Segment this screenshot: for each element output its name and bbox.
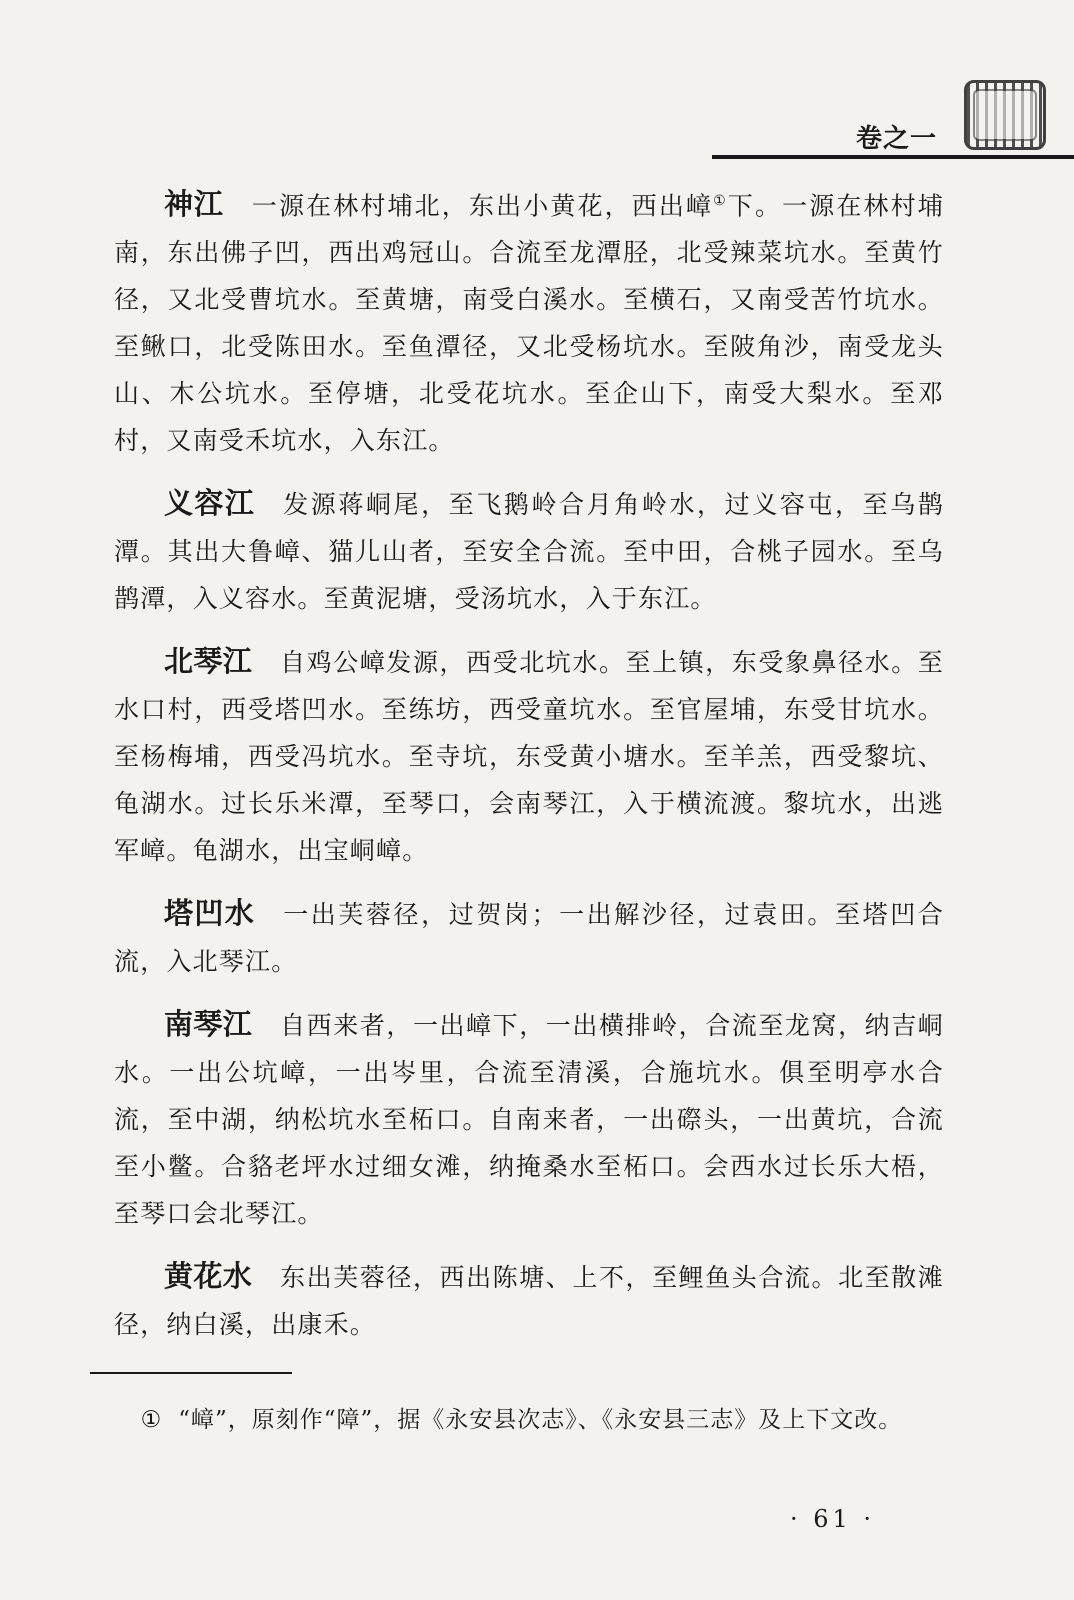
entry-yirongjiang [114, 480, 944, 622]
footnote-number: ① [140, 1407, 163, 1433]
entry-text: 东出芙蓉径，西出陈塘、上不，至鲤鱼头合流。北至散滩径，纳白溪，出康禾。 [114, 1263, 944, 1340]
chapter-label: 卷之一 [856, 124, 938, 154]
entry-term: 塔凹水 [164, 896, 256, 931]
main-text [114, 178, 944, 1364]
entry-shenjiang [114, 178, 944, 464]
entry-huanghuashui [114, 1253, 944, 1348]
entry-term: 北琴江 [164, 644, 253, 679]
page-number: · 61 · [790, 1505, 876, 1533]
footnote-rule [90, 1372, 292, 1374]
entry-beiqinjiang [114, 638, 944, 874]
entry-text: 发源蒋峒尾，至飞鹅岭合月角岭水，过义容屯，至乌鹊潭。其出大鲁嶂、猫儿山者，至安全合流。至中田，合桃子园水。至乌鹊潭，入义容水。至黄泥塘，受汤坑水，入于东江。 [114, 490, 944, 614]
entry-text: 下。一源在林村埔南，东出佛子凹，西出鸡冠山。合流至龙潭胫，北受辣菜坑水。至黄竹径，又北受曹坑水。至黄塘，南受白溪水。至横石，又南受苦竹坑水。至鳅口，北受陈田水。至鱼潭径，又北受杨坑水。至陂角沙，南受龙头山、木公坑水。至停塘，北受花坑水。至企山下，南受大梨水。至邓村，又南受禾坑水，入东江。 [114, 191, 944, 456]
entry-taaoshui [114, 890, 944, 985]
entry-text: 自鸡公嶂发源，西受北坑水。至上镇，东受象鼻径水。至水口村，西受塔凹水。至练坊，西受童坑水。至官屋埔，东受甘坑水。至杨梅埔，西受冯坑水。至寺坑，东受黄小塘水。至羊羔，西受黎坑、龟湖水。过长乐米潭，至琴口，会南琴江，入于横流渡。黎坑水，出逃军嶂。龟湖水，出宝峒嶂。 [114, 648, 944, 866]
seal-inner-frame [973, 89, 1037, 141]
footnote-text: “嶂”，原刻作“障”，据《永安县次志》、《永安县三志》及上下文改。 [178, 1407, 903, 1433]
entry-text-part: 一源在林村埔北，东出小黄花，西出嶂 [251, 191, 714, 221]
entry-term: 南琴江 [164, 1007, 253, 1042]
entry-term: 黄花水 [164, 1259, 253, 1294]
entry-text: 一出芙蓉径，过贺岗；一出解沙径，过袁田。至塔凹合流，入北琴江。 [114, 900, 944, 977]
entry-term: 义容江 [164, 486, 256, 521]
entry-text: 自西来者，一出嶂下，一出横排岭，合流至龙窝，纳吉峒水。一出公坑嶂，一出岑里，合流至清溪，合施坑水。俱至明亭水合流，至中湖，纳松坑水至柘口。自南来者，一出磜头，一出黄坑，合流至小鳖。合貉老坪水过细女滩，纳掩桑水至柘口。会西水过长乐大梧，至琴口会北琴江。 [114, 1011, 944, 1229]
footnote [90, 1400, 910, 1440]
entry-nanqinjiang [114, 1001, 944, 1237]
footnote-mark[interactable]: ① [713, 193, 728, 209]
seal-stamp-icon [964, 80, 1046, 150]
entry-term: 神江 [164, 187, 224, 222]
header-rule [712, 155, 1074, 159]
